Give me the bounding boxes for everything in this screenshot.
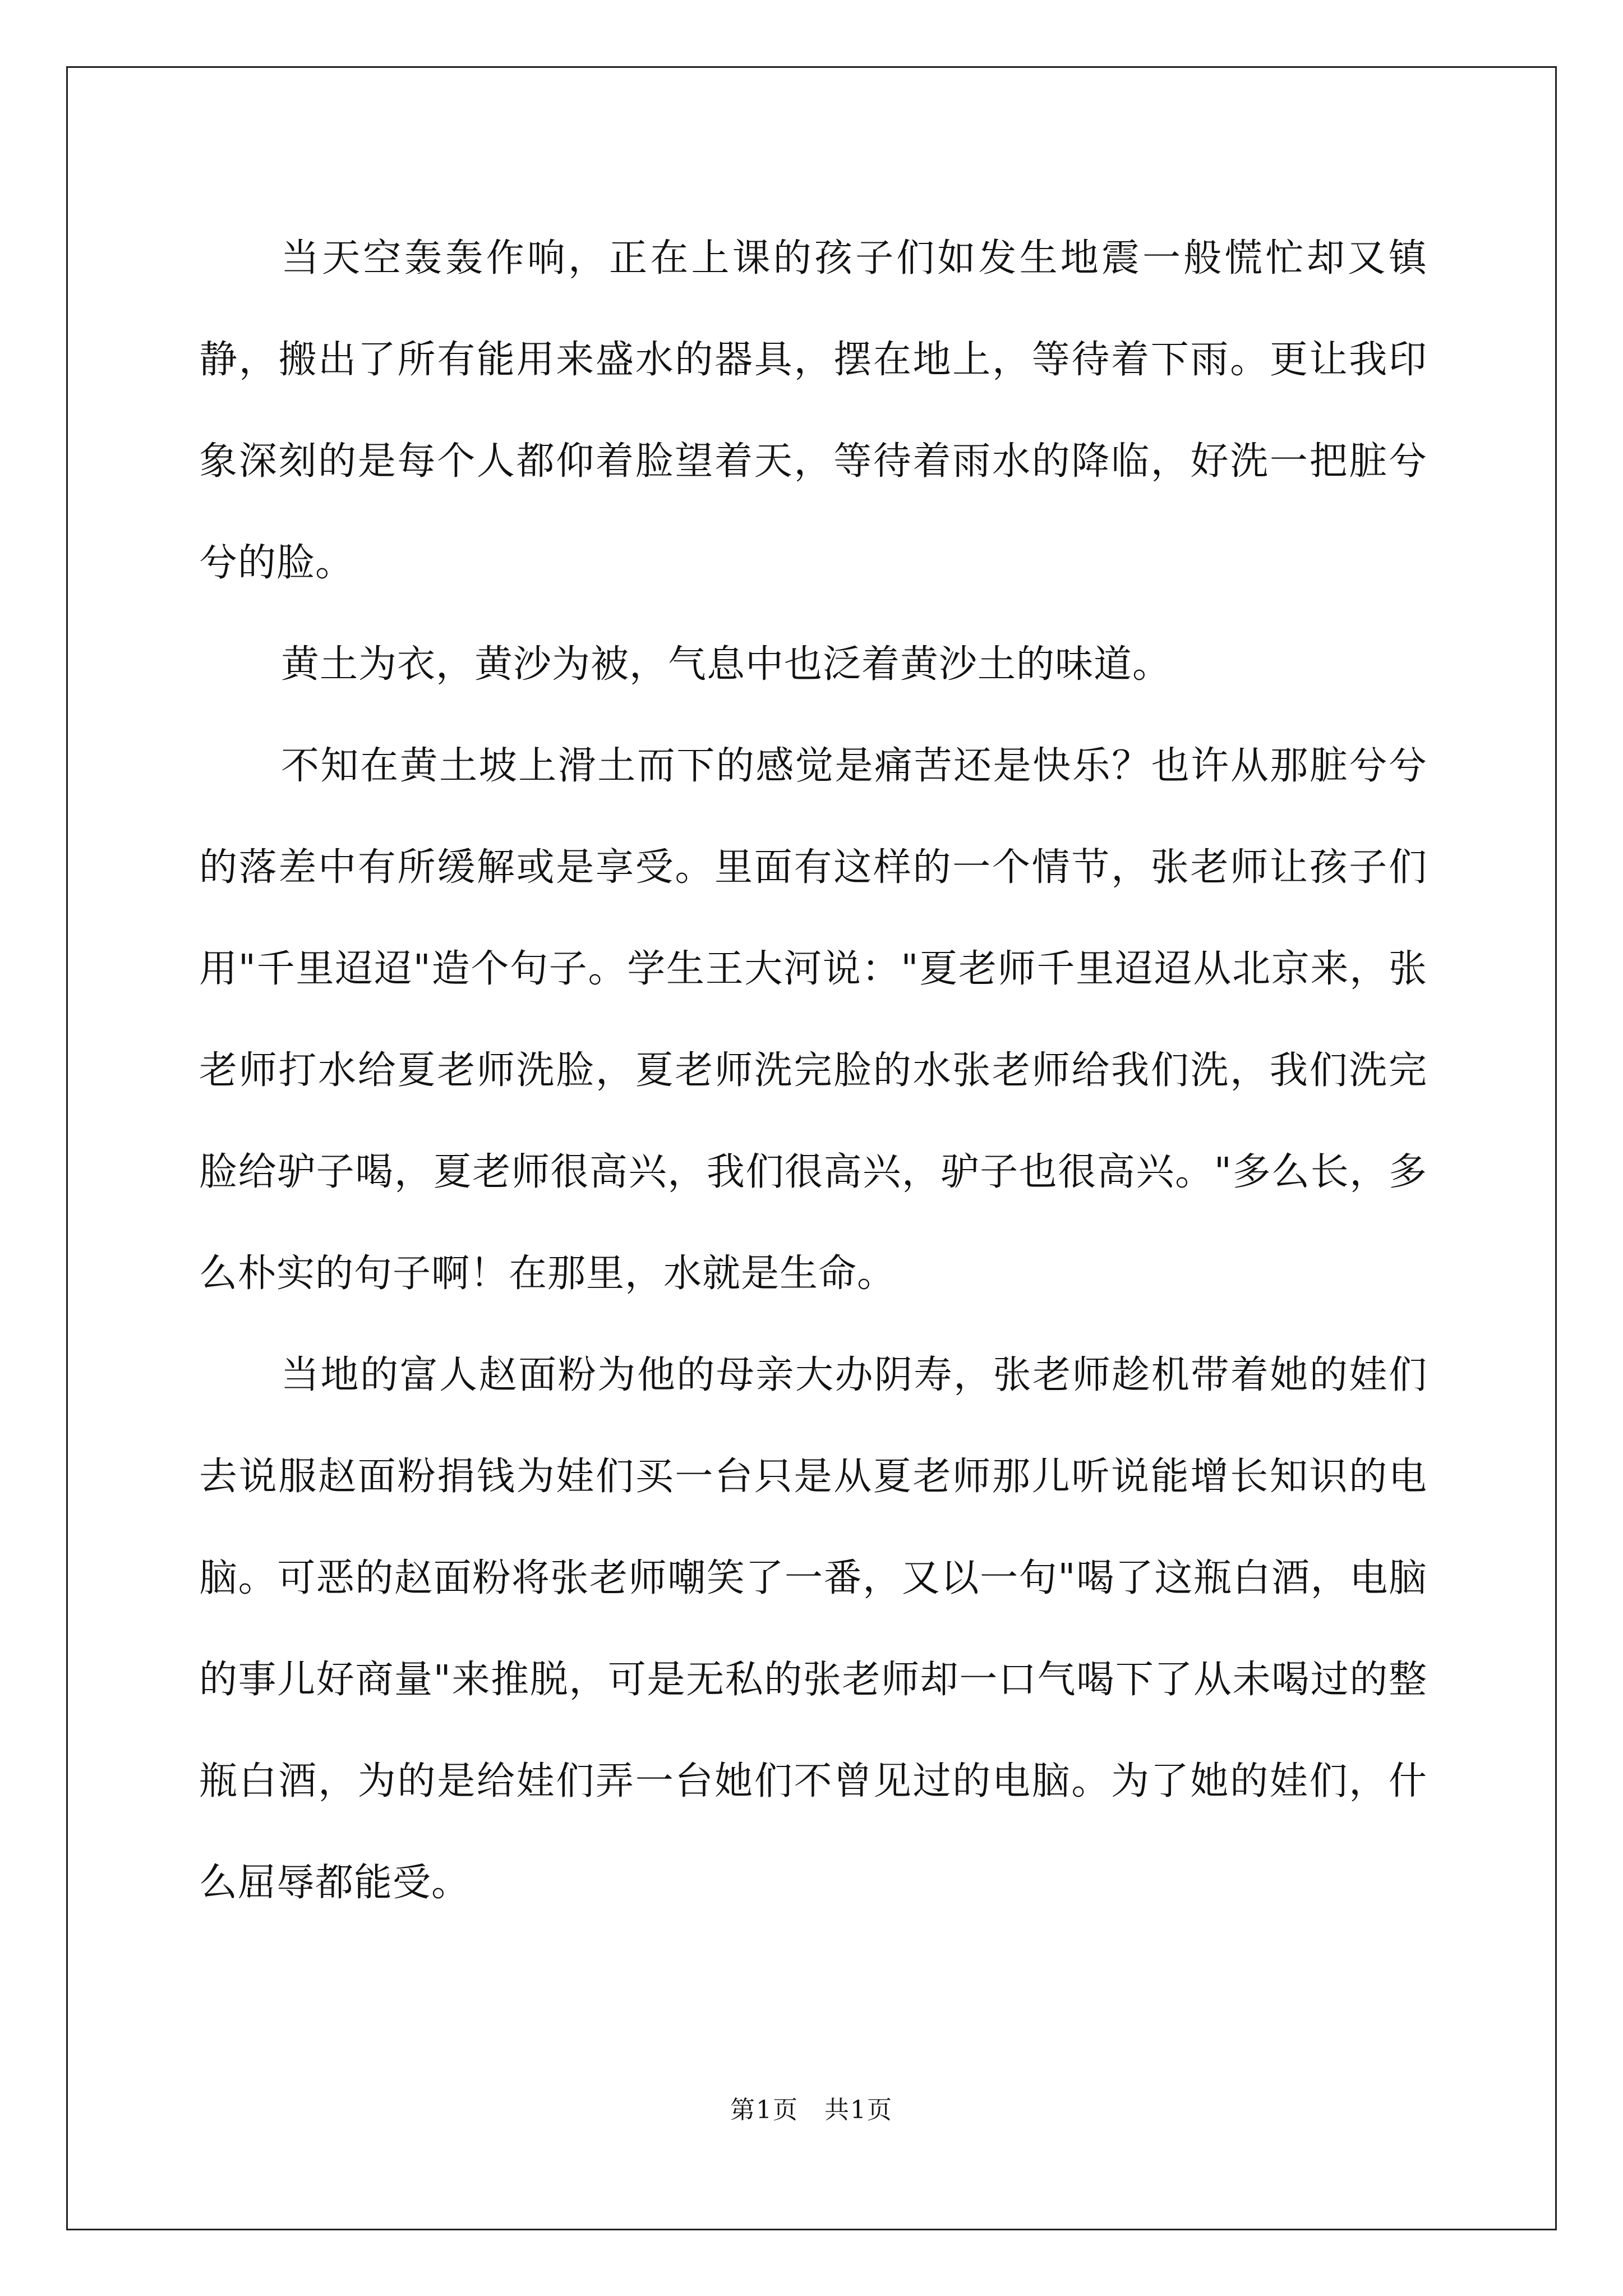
page-footer: 第1页 共1页 — [730, 2096, 893, 2124]
paragraph-4: 当地的富人赵面粉为他的母亲大办阴寿，张老师趁机带着她的娃们去说服赵面粉捐钱为娃们买一台只是从夏老师那儿听说能增长知识的电脑。可恶的赵面粉将张老师嘲笑了一番，又以一句"喝了这瓶白酒，电脑的事儿好商量"来推脱，可是无私的张老师却一口气喝下了从未喝过的整瓶白酒，为的是给娃们弄一台她们不曾见过的电脑。为了她的娃们，什么屈辱都能受。 — [199, 1353, 1427, 1905]
paragraph-1: 当天空轰轰作响，正在上课的孩子们如发生地震一般慌忙却又镇静，搬出了所有能用来盛水的器具，摆在地上，等待着下雨。更让我印象深刻的是每个人都仰着脸望着天，等待着雨水的降临，好洗一把脏兮兮的脸。 — [199, 236, 1427, 585]
paragraph-3: 不知在黄土坡上滑土而下的感觉是痛苦还是快乐？也许从那脏兮兮的落差中有所缓解或是享受。里面有这样的一个情节，张老师让孩子们用"千里迢迢"造个句子。学生王大河说："夏老师千里迢迢从北京来，张老师打水给夏老师洗脸，夏老师洗完脸的水张老师给我们洗，我们洗完脸给驴子喝，夏老师很高兴，我们很高兴，驴子也很高兴。"多么长，多么朴实的句子啊！在那里，水就是生命。 — [199, 744, 1427, 1296]
document-body — [199, 208, 1427, 1934]
paragraph-2: 黄土为衣，黄沙为被，气息中也泛着黄沙土的味道。 — [281, 642, 1172, 687]
